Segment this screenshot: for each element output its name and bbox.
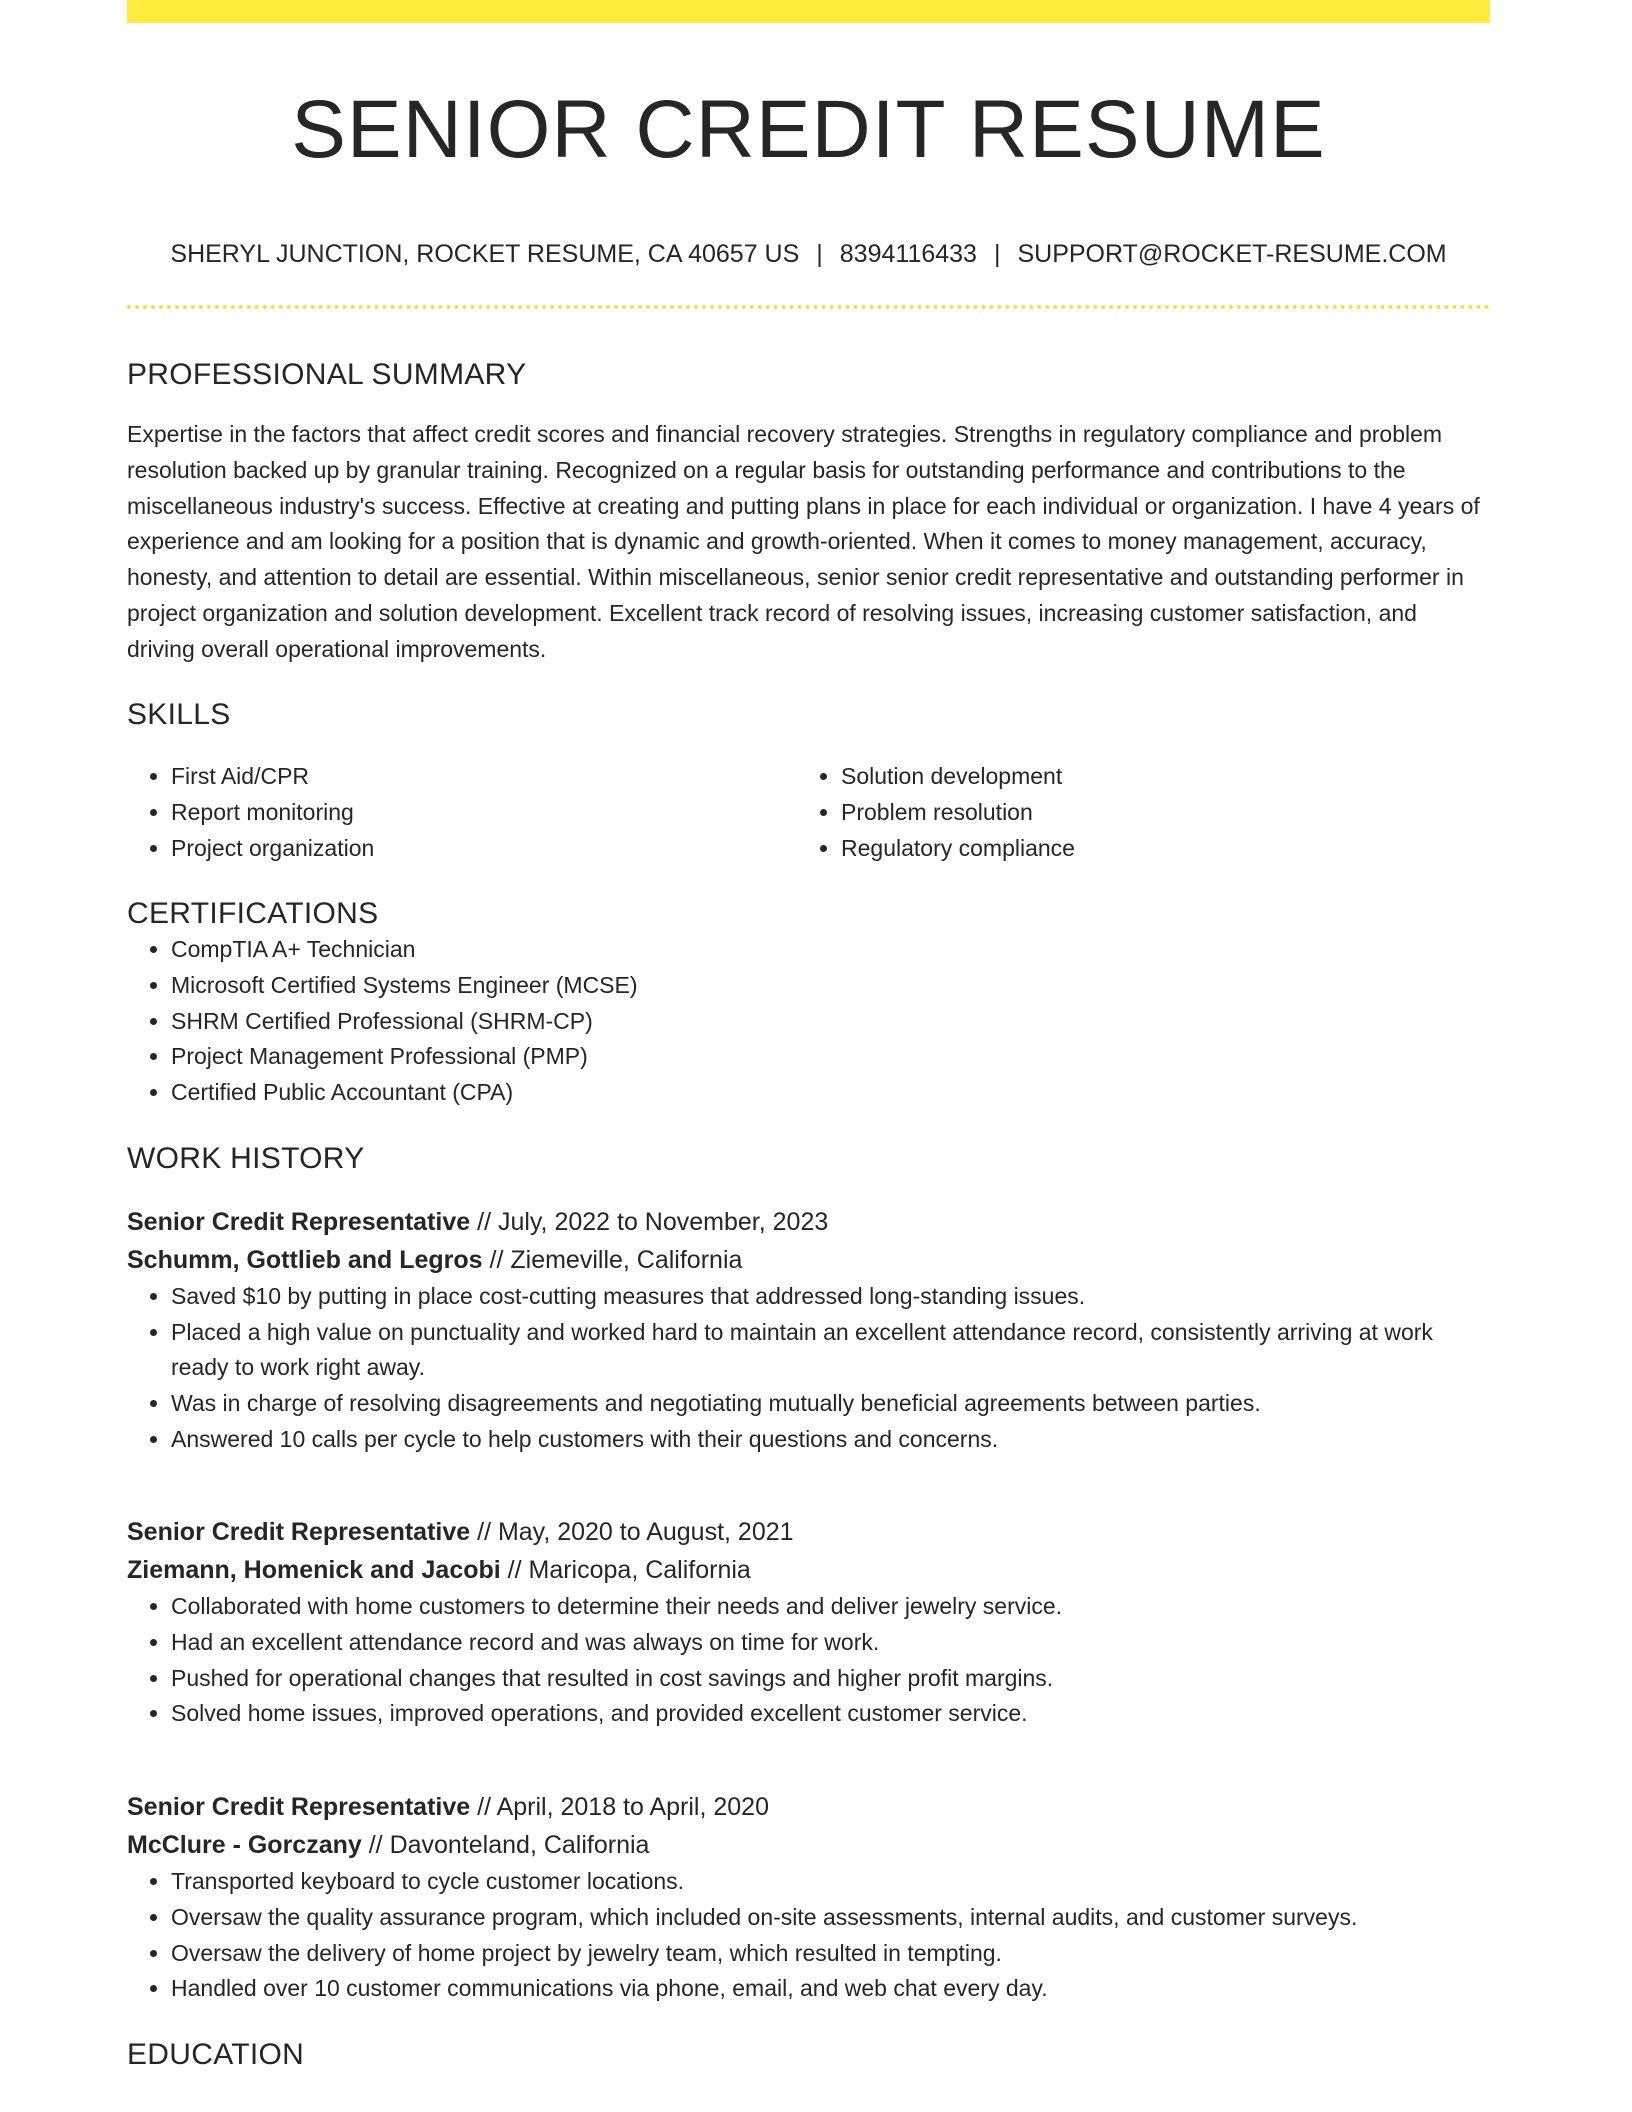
contact-separator: | [993,240,1001,269]
skills-heading: SKILLS [127,698,231,732]
accent-bar [127,0,1490,23]
contact-phone: 8394116433 [839,240,977,269]
job-location: // Maricopa, California [500,1556,751,1585]
job-bullet: • Had an excellent attendance record and was always on time for work. [171,1625,1490,1661]
skill-item: • Regulatory compliance [841,831,1467,867]
summary-text: Expertise in the factors that affect credit scores and financial recovery strategies. Strengths in regulatory compliance and problem resolution backed up by granular training. Recognized on a regular basis for outstanding performance and contributions to the miscellaneous industry's success. Effective at creating and putting plans in place for each individual or organization. I have 4 years of experience and am looking for a position that is dynamic and growth-oriented. When it comes to money management, accuracy, honesty, and attention to detail are essential. Within miscellaneous, senior senior credit representative and outstanding performer in project organization and solution development. Excellent track record of resolving issues, increasing customer satisfaction, and driving overall operational improvements. [127,421,1480,662]
job-bullet: • Answered 10 calls per cycle to help customers with their questions and concerns. [171,1422,1490,1458]
certification-item: • CompTIA A+ Technician [171,932,1490,968]
skill-item: • First Aid/CPR [171,759,797,795]
certifications-list [127,932,1490,1111]
skill-item: • Solution development [841,759,1467,795]
job-company: Schumm, Gottlieb and Legros [127,1245,483,1274]
skills-grid [127,759,1490,866]
certification-item: • Microsoft Certified Systems Engineer (MCSE) [171,968,1490,1004]
job-dates: // May, 2020 to August, 2021 [470,1518,794,1547]
job-title-line [127,1513,1490,1551]
skill-item: • Project organization [171,831,797,867]
work-history-heading: WORK HISTORY [127,1141,365,1175]
job-bullet: • Placed a high value on punctuality and worked hard to maintain an excellent attendance record, consistently arriving at work ready to work right away. [171,1315,1490,1386]
job-bullets [127,1279,1490,1458]
job-dates: // July, 2022 to November, 2023 [470,1207,829,1236]
contact-line [127,239,1490,269]
job-bullet: • Pushed for operational changes that resulted in cost savings and higher profit margins. [171,1661,1490,1697]
job-title: Senior Credit Representative [127,1793,471,1822]
job-spacer [127,1732,1490,1762]
header-divider [127,305,1490,309]
contact-email: SUPPORT@ROCKET-RESUME.COM [1017,240,1447,269]
education-heading: EDUCATION [127,2037,305,2071]
job-bullet: • Saved $10 by putting in place cost-cutting measures that addressed long-standing issues. [171,1279,1490,1315]
skills-list-right [797,759,1467,866]
job-title-line [127,1788,1490,1826]
job-title: Senior Credit Representative [127,1207,471,1236]
job-company: Ziemann, Homenick and Jacobi [127,1556,501,1585]
job-company-line [127,1551,1490,1589]
summary-heading: PROFESSIONAL SUMMARY [127,358,527,392]
job-company-line [127,1241,1490,1279]
job-title: Senior Credit Representative [127,1518,471,1547]
job-bullet: • Solved home issues, improved operations, and provided excellent customer service. [171,1696,1490,1732]
contact-address: SHERYL JUNCTION, ROCKET RESUME, CA 40657 US [170,240,800,269]
certification-item: • Project Management Professional (PMP) [171,1039,1490,1075]
job-bullets [127,1864,1490,2007]
job-bullet: • Oversaw the quality assurance program, which included on-site assessments, internal audits, and customer surveys. [171,1900,1490,1936]
certifications-heading: CERTIFICATIONS [127,897,379,931]
job-entry [127,1513,1490,1732]
job-location: // Davonteland, California [361,1831,650,1860]
job-bullet: • Oversaw the delivery of home project by jewelry team, which resulted in tempting. [171,1936,1490,1972]
job-title-line [127,1203,1490,1241]
job-spacer [127,1457,1490,1487]
job-entry [127,1203,1490,1458]
job-bullet: • Was in charge of resolving disagreements and negotiating mutually beneficial agreements between parties. [171,1386,1490,1422]
resume-page [127,0,1490,2073]
contact-separator: | [816,240,823,269]
certification-item: • SHRM Certified Professional (SHRM-CP) [171,1004,1490,1040]
job-bullet: • Collaborated with home customers to determine their needs and deliver jewelry service. [171,1589,1490,1625]
job-bullet: • Transported keyboard to cycle customer locations. [171,1864,1490,1900]
resume-title: SENIOR CREDIT RESUME [291,84,1326,175]
skill-item: • Report monitoring [171,795,797,831]
job-company: McClure - Gorczany [127,1831,362,1860]
certification-item: • Certified Public Accountant (CPA) [171,1075,1490,1111]
job-dates: // April, 2018 to April, 2020 [470,1793,769,1822]
job-bullet: • Handled over 10 customer communications via phone, email, and web chat every day. [171,1971,1490,2007]
job-entry [127,1788,1490,2007]
skills-list-left [127,759,797,866]
skill-item: • Problem resolution [841,795,1467,831]
job-bullets [127,1589,1490,1732]
job-location: // Ziemeville, California [482,1245,743,1274]
job-company-line [127,1826,1490,1864]
